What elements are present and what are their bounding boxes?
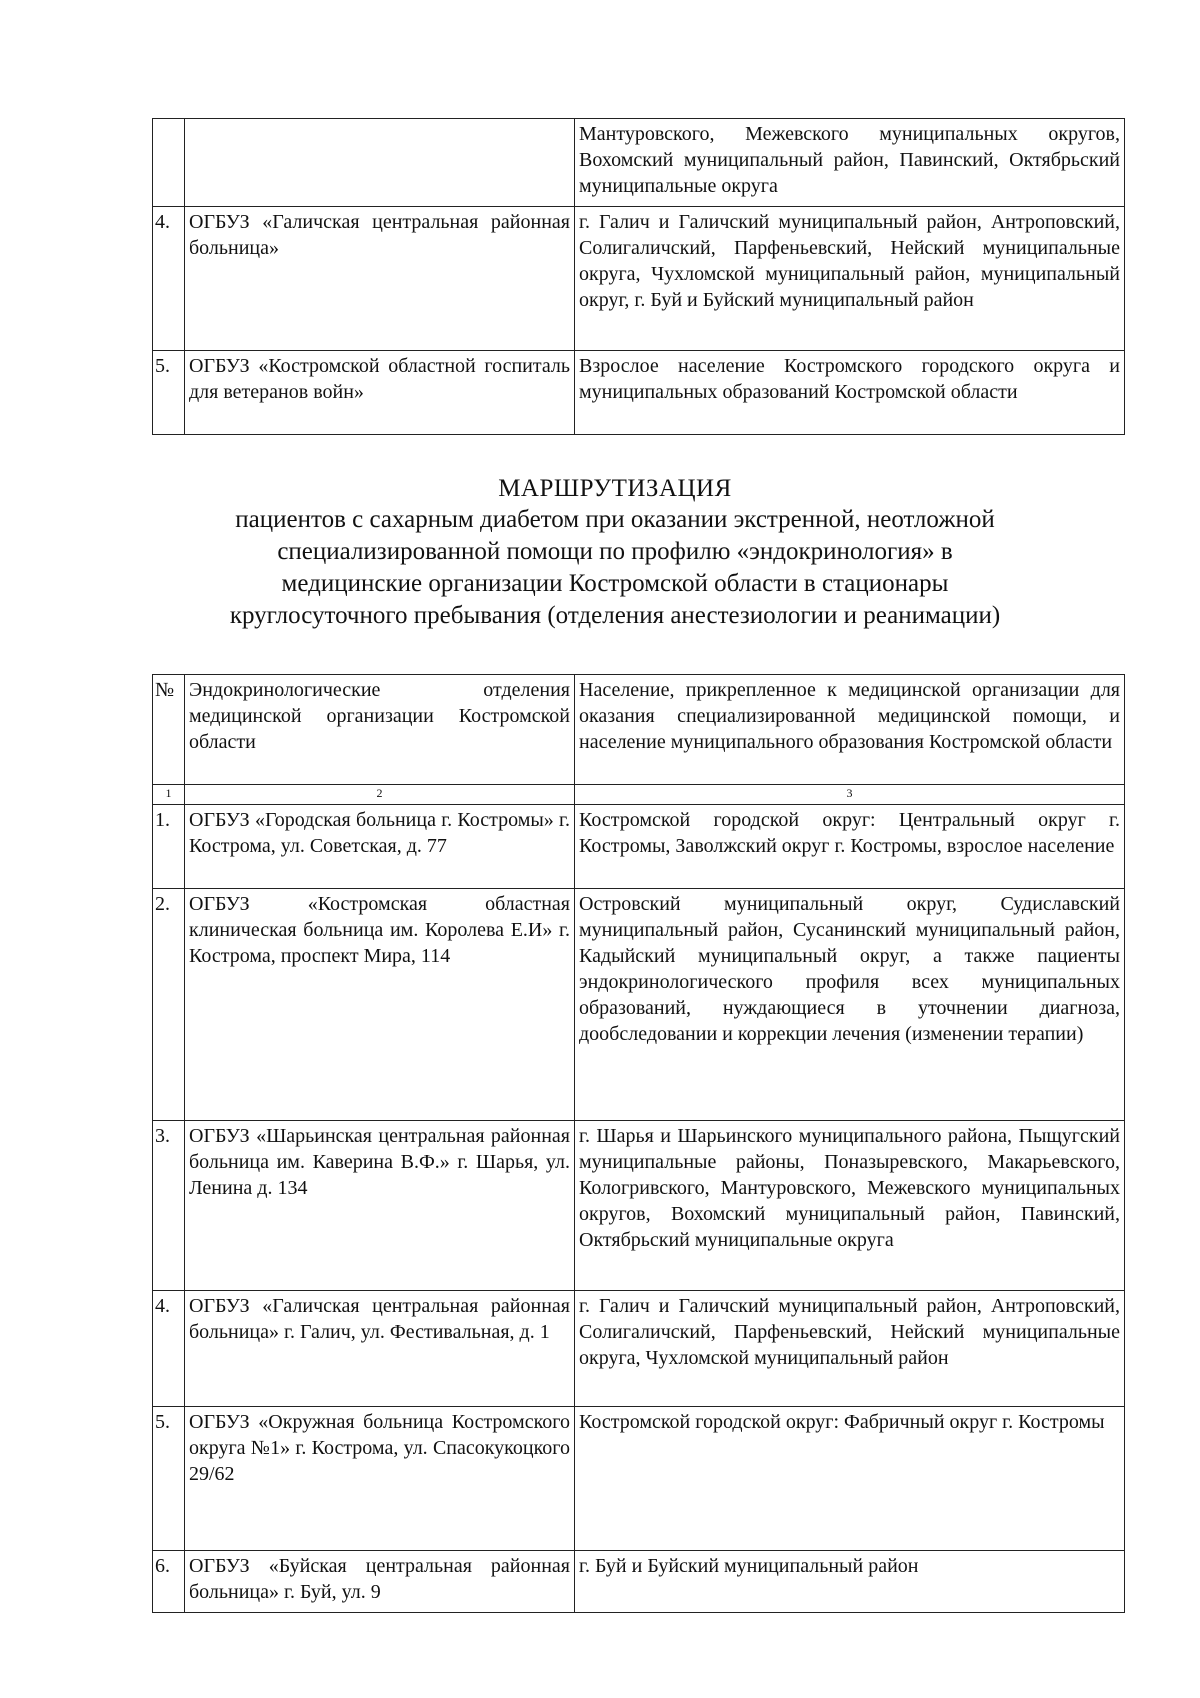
header-population: Население, прикрепленное к медицинской организации для оказания специализированной медицинской помощи, и население муниципального образования Костромской области (575, 675, 1125, 785)
org-cell: ОГБУЗ «Окружная больница Костромского округа №1» г. Кострома, ул. Спасокукоцкого 29/62 (185, 1407, 575, 1551)
table-row (153, 805, 1125, 889)
row-number: 4. (153, 1291, 185, 1407)
table-row (153, 1291, 1125, 1407)
header-number: № (153, 675, 185, 785)
header-org: Эндокринологические отделения медицинской организации Костромской области (185, 675, 575, 785)
population-cell: г. Галич и Галичский муниципальный район, Антроповский, Солигаличский, Парфеньевский, Нейский муниципальные округа, Чухломской муниципальный район, муниципальный округ, г. Буй и Буйский муниципальный район (575, 207, 1125, 351)
population-cell: Мантуровского, Межевского муниципальных округов, Вохомский муниципальный район, Павинский, Октябрьский муниципальные округа (575, 119, 1125, 207)
org-cell: ОГБУЗ «Костромская областная клиническая больница им. Королева Е.И» г. Кострома, проспект Мира, 114 (185, 889, 575, 1121)
section-title: МАРШРУТИЗАЦИЯ (498, 475, 732, 502)
table-row (153, 1551, 1125, 1613)
column-number: 1 (153, 785, 185, 805)
column-number: 2 (185, 785, 575, 805)
section-subtitle-line: медицинские организации Костромской области в стационары (281, 570, 949, 597)
row-number: 3. (153, 1121, 185, 1291)
row-number: 5. (153, 351, 185, 435)
population-cell: г. Буй и Буйский муниципальный район (575, 1551, 1125, 1613)
row-number (153, 119, 185, 207)
row-number: 1. (153, 805, 185, 889)
row-number: 4. (153, 207, 185, 351)
table-row (153, 1407, 1125, 1551)
section-subtitle-line: круглосуточного пребывания (отделения анестезиологии и реанимации) (229, 602, 1001, 629)
continuation-table (152, 118, 1125, 435)
org-cell: ОГБУЗ «Городская больница г. Костромы» г. Кострома, ул. Советская, д. 77 (185, 805, 575, 889)
org-cell: ОГБУЗ «Шарьинская центральная районная больница им. Каверина В.Ф.» г. Шарья, ул. Ленина д. 134 (185, 1121, 575, 1291)
row-number: 6. (153, 1551, 185, 1613)
section-heading (150, 474, 1080, 632)
column-number-row (153, 785, 1125, 805)
table-header-row (153, 675, 1125, 785)
population-cell: Островский муниципальный округ, Судиславский муниципальный район, Сусанинский муниципальный район, Кадыйский муниципальный округ, а также пациенты эндокринологического профиля всех муниципальных образований, нуждающиеся в уточнении диагноза, дообследовании и коррекции лечения (изменении терапии) (575, 889, 1125, 1121)
population-cell: Взрослое население Костромского городского округа и муниципальных образований Костромской области (575, 351, 1125, 435)
org-cell: ОГБУЗ «Галичская центральная районная больница» г. Галич, ул. Фестивальная, д. 1 (185, 1291, 575, 1407)
table-row (153, 889, 1125, 1121)
row-number: 2. (153, 889, 185, 1121)
population-cell: г. Шарья и Шарьинского муниципального района, Пыщугский муниципальные районы, Поназыревского, Макарьевского, Кологривского, Мантуровского, Межевского муниципальных округов, Вохомский муниципальный район, Павинский, Октябрьский муниципальные округа (575, 1121, 1125, 1291)
population-cell: Костромской городской округ: Центральный округ г. Костромы, Заволжский округ г. Костромы, взрослое население (575, 805, 1125, 889)
table-row (153, 119, 1125, 207)
org-cell: ОГБУЗ «Галичская центральная районная больница» (185, 207, 575, 351)
table-row (153, 351, 1125, 435)
org-cell (185, 119, 575, 207)
table-row (153, 207, 1125, 351)
row-number: 5. (153, 1407, 185, 1551)
org-cell: ОГБУЗ «Буйская центральная районная больница» г. Буй, ул. 9 (185, 1551, 575, 1613)
section-subtitle-line: специализированной помощи по профилю «эндокринология» в (277, 538, 953, 565)
section-subtitle-line: пациентов с сахарным диабетом при оказании экстренной, неотложной (235, 506, 995, 533)
table-row (153, 1121, 1125, 1291)
population-cell: Костромской городской округ: Фабричный округ г. Костромы (575, 1407, 1125, 1551)
population-cell: г. Галич и Галичский муниципальный район, Антроповский, Солигаличский, Парфеньевский, Нейский муниципальные округа, Чухломской муниципальный район (575, 1291, 1125, 1407)
routing-table (152, 674, 1125, 1613)
column-number: 3 (575, 785, 1125, 805)
org-cell: ОГБУЗ «Костромской областной госпиталь для ветеранов войн» (185, 351, 575, 435)
